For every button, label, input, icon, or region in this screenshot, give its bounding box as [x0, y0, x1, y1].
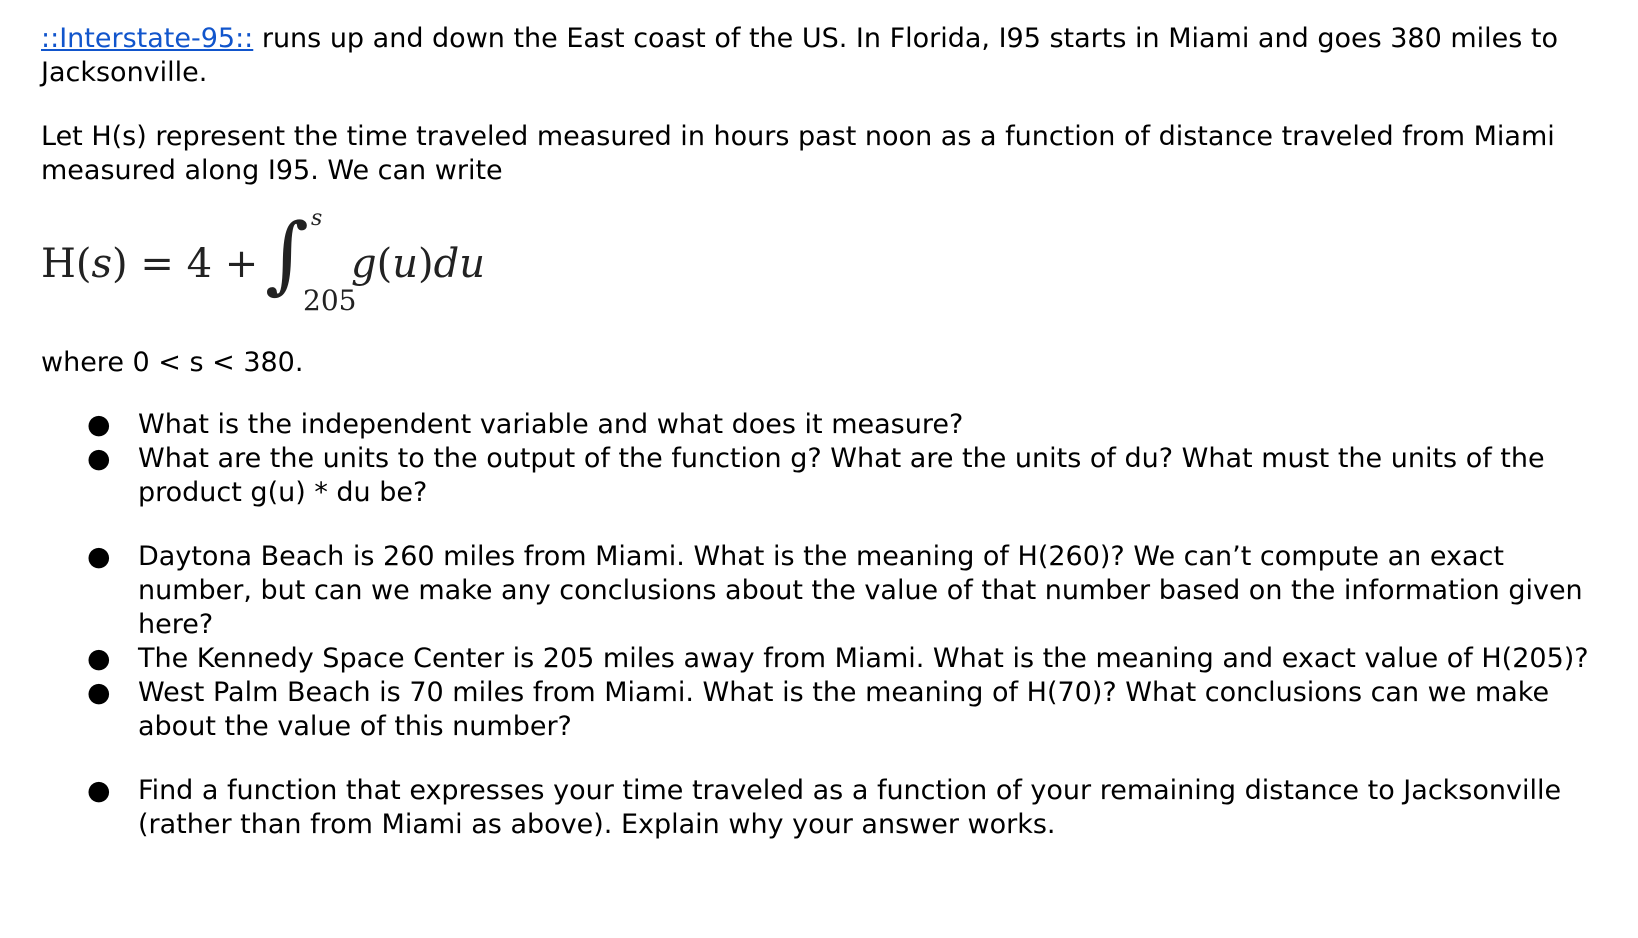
list-item	[41, 676, 1611, 744]
integral-upper-limit: s	[311, 206, 323, 231]
question-text: Daytona Beach is 260 miles from Miami. What is the meaning of H(260)? We can’t compute an exact number, but can we make any conclusions about the value of that number based on the information given here?	[138, 541, 1583, 640]
bullet-icon: ●	[87, 541, 111, 572]
bullet-icon: ●	[87, 775, 111, 806]
list-item	[41, 642, 1611, 676]
list-item	[41, 442, 1611, 510]
question-list	[41, 408, 1611, 842]
question-text: Find a function that expresses your time traveled as a function of your remaining distance to Jacksonville (rather than from Miami as above). Explain why your answer works.	[138, 775, 1562, 840]
bullet-icon: ●	[87, 677, 111, 708]
integral-lower-limit: 205	[303, 284, 357, 317]
question-text: West Palm Beach is 70 miles from Miami. What is the meaning of H(70)? What conclusions can we make about the value of this number?	[138, 677, 1550, 742]
intro-paragraph	[41, 22, 1611, 90]
list-item	[41, 540, 1611, 642]
interstate-95-link[interactable]: ::Interstate-95::	[41, 23, 254, 54]
list-item	[41, 408, 1611, 442]
list-item	[41, 774, 1611, 842]
bullet-icon: ●	[87, 409, 111, 440]
question-text: What are the units to the output of the function g? What are the units of du? What must the units of the product g(u) * du be?	[138, 443, 1545, 508]
intro-text: runs up and down the East coast of the US. In Florida, I95 starts in Miami and goes 380 miles to Jacksonville.	[41, 23, 1559, 88]
integral-sign: ∫	[265, 205, 309, 303]
formula-lhs: H(s) = 4 +	[41, 241, 259, 287]
integral-formula	[41, 202, 1611, 342]
question-text: The Kennedy Space Center is 205 miles away from Miami. What is the meaning and exact value of H(205)?	[138, 643, 1589, 674]
question-text: What is the independent variable and what does it measure?	[138, 409, 964, 440]
definition-paragraph: Let H(s) represent the time traveled measured in hours past noon as a function of distance traveled from Miami measured along I95. We can write	[41, 121, 1555, 186]
domain-statement: where 0 < s < 380.	[41, 347, 304, 378]
document-body	[41, 22, 1611, 842]
bullet-icon: ●	[87, 443, 111, 474]
bullet-icon: ●	[87, 643, 111, 674]
integrand: g(u)du	[351, 241, 485, 287]
